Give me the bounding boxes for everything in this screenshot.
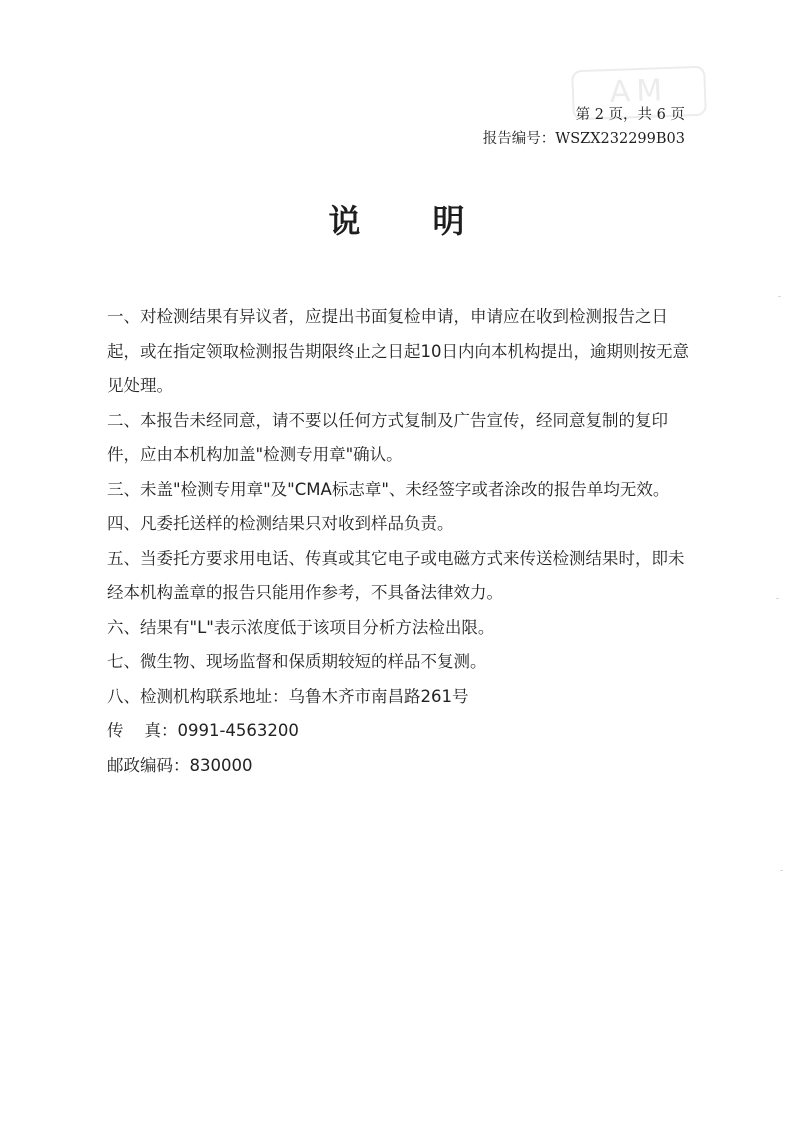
note-1: 一、对检测结果有异议者，应提出书面复检申请，申请应在收到检测报告之日起，或在指定领取检测报告期限终止之日起10日内向本机构提出，逾期则按无意见处理。 [107, 307, 689, 395]
postcode-line: 邮政编码：830000 [107, 755, 253, 775]
title-char-1: 说 [328, 202, 361, 240]
page-title [0, 196, 793, 242]
note-2: 二、本报告未经同意，请不要以任何方式复制及广告宣传，经同意复制的复印件，应由本机构加盖"检测专用章"确认。 [107, 410, 668, 464]
faint-stamp-mark: AM [571, 66, 707, 121]
fax-line: 传 真：0991-4563200 [107, 721, 299, 740]
notes-body [107, 300, 697, 783]
scan-speck [780, 870, 783, 871]
title-char-2: 明 [432, 202, 465, 240]
note-3: 三、未盖"检测专用章"及"CMA标志章"、未经签字或者涂改的报告单均无效。 [107, 479, 670, 499]
scan-speck [776, 598, 779, 599]
note-4: 四、凡委托送样的检测结果只对收到样品负责。 [107, 514, 454, 533]
note-8-address: 八、检测机构联系地址：乌鲁木齐市南昌路261号 [107, 686, 469, 706]
note-7: 七、微生物、现场监督和保质期较短的样品不复测。 [107, 652, 487, 671]
note-5: 五、当委托方要求用电话、传真或其它电子或电磁方式来传送检测结果时，即未经本机构盖章的报告只能用作参考，不具备法律效力。 [107, 548, 685, 602]
scan-speck [778, 296, 781, 297]
page-number: 第 2 页，共 6 页 [575, 107, 685, 123]
note-6: 六、结果有"L"表示浓度低于该项目分析方法检出限。 [107, 617, 495, 637]
report-number: 报告编号：WSZX232299B03 [482, 131, 685, 147]
